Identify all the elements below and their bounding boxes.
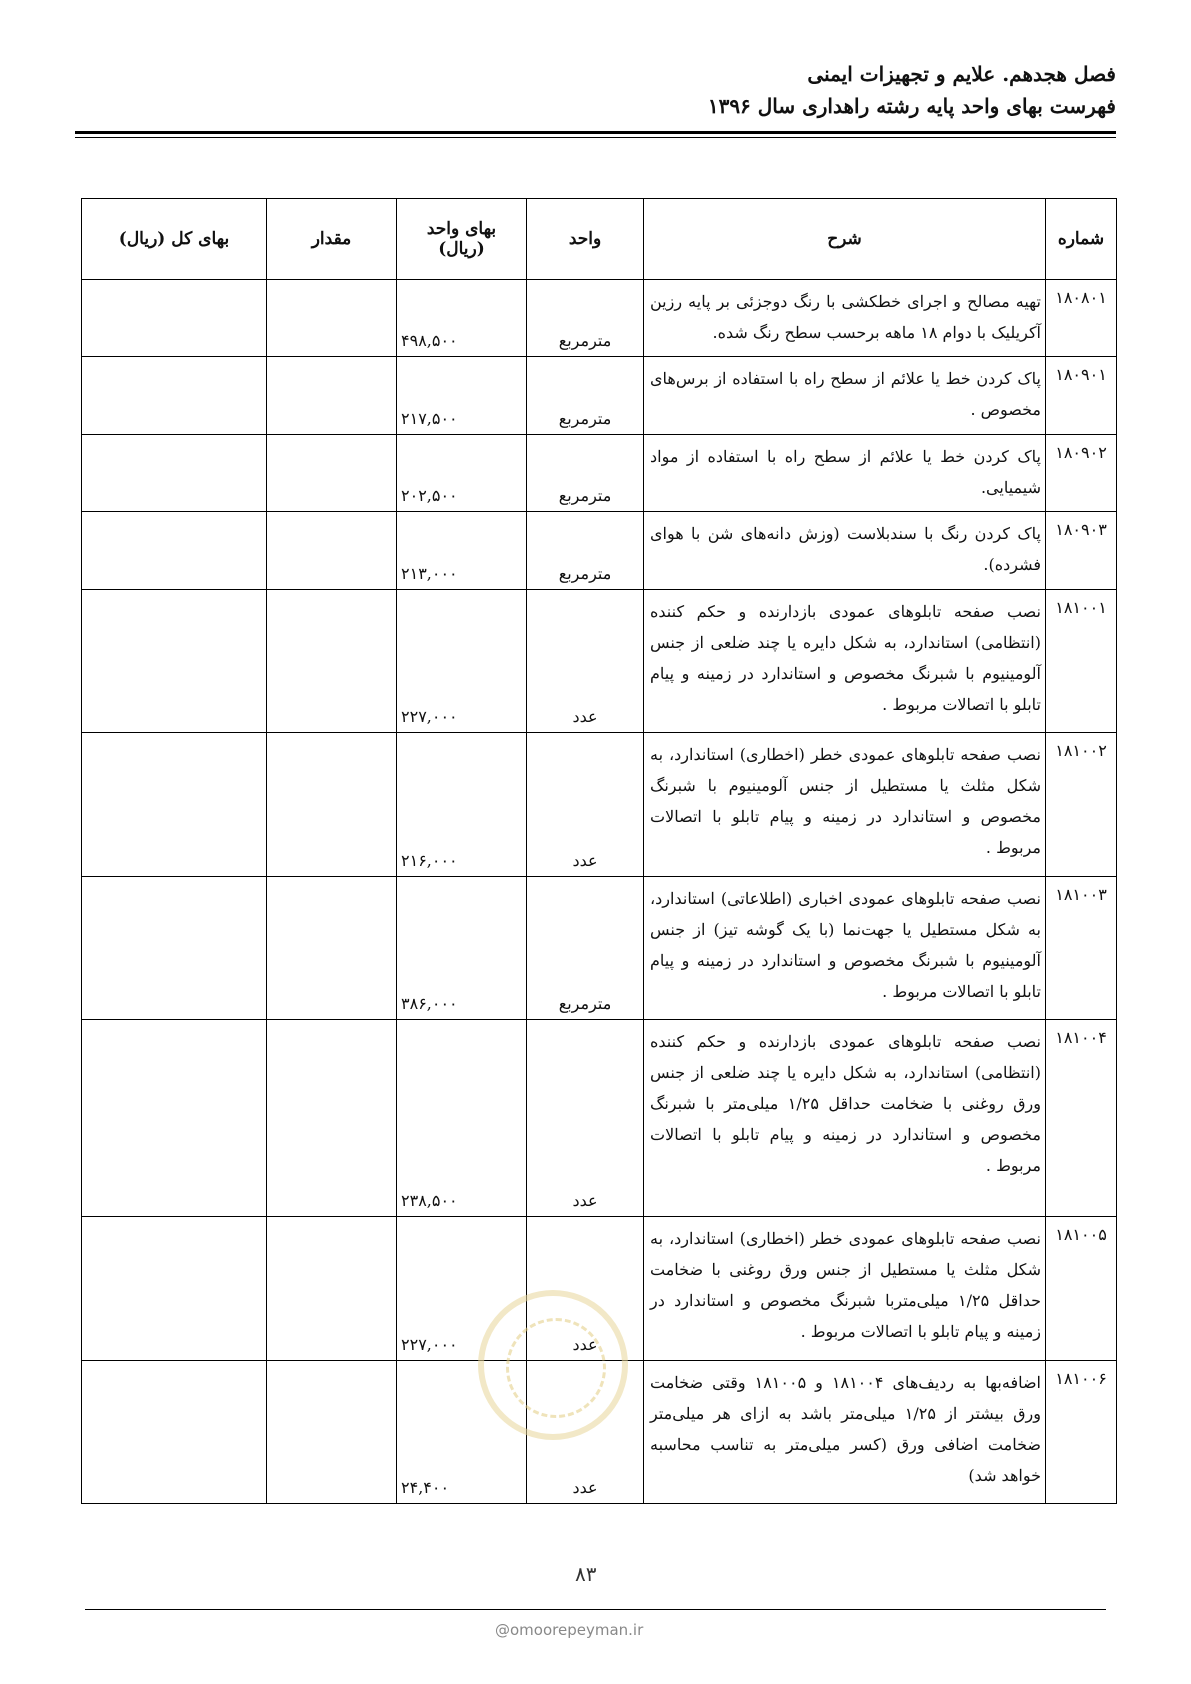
row-total-price xyxy=(82,876,267,1019)
header-rule-thin xyxy=(75,137,1116,138)
row-quantity xyxy=(267,733,397,876)
row-number: ۱۸۰۹۰۲ xyxy=(1046,434,1117,511)
footer-rule xyxy=(85,1609,1106,1610)
row-description: نصب صفحه تابلوهای عمودی خطر (اخطاری) استاندارد، به شکل مثلث یا مستطیل از جنس ورق روغنی با ضخامت حداقل ۱/۲۵ میلی‌متربا شبرنگ مخصوص و استاندارد در زمینه و پیام تابلو با اتصالات مربوط . xyxy=(644,1217,1046,1360)
row-quantity xyxy=(267,512,397,589)
table-row xyxy=(82,876,1117,1019)
row-unit-price: ۲۰۲,۵۰۰ xyxy=(397,434,527,511)
row-description: نصب صفحه تابلوهای عمودی بازدارنده و حکم کننده (انتظامی) استاندارد، به شکل دایره یا چند ضلعی از جنس ورق روغنی با ضخامت حداقل ۱/۲۵ میلی‌متر با شبرنگ مخصوص و استاندارد در زمینه و پیام تابلو با اتصالات مربوط . xyxy=(644,1019,1046,1216)
row-number: ۱۸۱۰۰۴ xyxy=(1046,1019,1117,1216)
row-unit: عدد xyxy=(527,589,644,732)
chapter-title: فصل هجدهم. علایم و تجهیزات ایمنی xyxy=(807,62,1116,86)
table-header-row xyxy=(82,199,1117,280)
row-quantity xyxy=(267,1360,397,1503)
row-number: ۱۸۰۹۰۳ xyxy=(1046,512,1117,589)
row-total-price xyxy=(82,733,267,876)
row-unit: مترمربع xyxy=(527,876,644,1019)
row-total-price xyxy=(82,434,267,511)
row-unit-price: ۲۱۷,۵۰۰ xyxy=(397,357,527,434)
header-rule-thick xyxy=(75,131,1116,134)
row-description: تهیه مصالح و اجرای خطکشی با رنگ دوجزئی بر پایه رزین آکریلیک با دوام ۱۸ ماهه برحسب سطح رنگ شده. xyxy=(644,280,1046,357)
row-number: ۱۸۱۰۰۲ xyxy=(1046,733,1117,876)
col-header-quantity: مقدار xyxy=(267,199,397,280)
document-title: فهرست بهای واحد پایه رشته راهداری سال ۱۳۹۶ xyxy=(707,94,1116,118)
row-unit-price: ۲۳۸,۵۰۰ xyxy=(397,1019,527,1216)
col-header-unit-price-label: بهای واحد xyxy=(426,219,497,239)
row-quantity xyxy=(267,357,397,434)
row-total-price xyxy=(82,512,267,589)
row-unit-price: ۳۸۶,۰۰۰ xyxy=(397,876,527,1019)
row-unit: عدد xyxy=(527,1360,644,1503)
page-header xyxy=(708,58,1116,122)
row-number: ۱۸۱۰۰۶ xyxy=(1046,1360,1117,1503)
row-description: نصب صفحه تابلوهای عمودی بازدارنده و حکم کننده (انتظامی) استاندارد، به شکل دایره یا چند ضلعی از جنس آلومینیوم با شبرنگ مخصوص و استاندارد در زمینه و پیام تابلو با اتصالات مربوط . xyxy=(644,589,1046,732)
row-description: اضافه‌بها به ردیف‌های ۱۸۱۰۰۴ و ۱۸۱۰۰۵ وقتی ضخامت ورق بیشتر از ۱/۲۵ میلی‌متر باشد به ازای هر میلی‌متر ضخامت اضافی ورق (کسر میلی‌متر به تناسب محاسبه خواهد شد) xyxy=(644,1360,1046,1503)
row-total-price xyxy=(82,357,267,434)
row-unit: عدد xyxy=(527,1019,644,1216)
row-number: ۱۸۱۰۰۵ xyxy=(1046,1217,1117,1360)
row-unit-price: ۲۲۷,۰۰۰ xyxy=(397,1217,527,1360)
row-number: ۱۸۱۰۰۳ xyxy=(1046,876,1117,1019)
row-quantity xyxy=(267,280,397,357)
table-row xyxy=(82,589,1117,732)
row-unit-price: ۲۴,۴۰۰ xyxy=(397,1360,527,1503)
row-total-price xyxy=(82,1360,267,1503)
publisher-seal-watermark xyxy=(478,1290,628,1440)
seal-inner-ring xyxy=(506,1318,606,1418)
page-number: ۸۳ xyxy=(575,1562,597,1586)
table-row xyxy=(82,512,1117,589)
row-number: ۱۸۰۸۰۱ xyxy=(1046,280,1117,357)
row-unit-price: ۲۲۷,۰۰۰ xyxy=(397,589,527,732)
row-description: نصب صفحه تابلوهای عمودی خطر (اخطاری) استاندارد، به شکل مثلث یا مستطیل از جنس آلومینیوم با شبرنگ مخصوص و استاندارد در زمینه و پیام تابلو با اتصالات مربوط . xyxy=(644,733,1046,876)
site-watermark: @omoorepeyman.ir xyxy=(495,1621,644,1639)
row-number: ۱۸۰۹۰۱ xyxy=(1046,357,1117,434)
row-quantity xyxy=(267,1217,397,1360)
table-row xyxy=(82,280,1117,357)
row-total-price xyxy=(82,1217,267,1360)
row-unit: مترمربع xyxy=(527,434,644,511)
col-header-unit-price-currency: (ریال) xyxy=(438,239,485,259)
row-unit: عدد xyxy=(527,1217,644,1360)
table-row xyxy=(82,434,1117,511)
row-unit-price: ۲۱۳,۰۰۰ xyxy=(397,512,527,589)
row-unit: مترمربع xyxy=(527,357,644,434)
row-quantity xyxy=(267,1019,397,1216)
row-unit: عدد xyxy=(527,733,644,876)
table-row xyxy=(82,1019,1117,1216)
row-total-price xyxy=(82,280,267,357)
row-unit-price: ۲۱۶,۰۰۰ xyxy=(397,733,527,876)
row-description: پاک کردن خط یا علائم از سطح راه با استفاده از برس‌های مخصوص . xyxy=(644,357,1046,434)
row-quantity xyxy=(267,434,397,511)
table-row xyxy=(82,733,1117,876)
row-quantity xyxy=(267,589,397,732)
col-header-description: شرح xyxy=(644,199,1046,280)
table-row xyxy=(82,357,1117,434)
col-header-total-price: بهای کل (ریال) xyxy=(82,199,267,280)
row-description: پاک کردن رنگ با سندبلاست (وزش دانه‌های شن با هوای فشرده). xyxy=(644,512,1046,589)
col-header-unit: واحد xyxy=(527,199,644,280)
row-unit: مترمربع xyxy=(527,512,644,589)
col-header-number: شماره xyxy=(1046,199,1117,280)
row-unit: مترمربع xyxy=(527,280,644,357)
row-total-price xyxy=(82,1019,267,1216)
row-description: پاک کردن خط یا علائم از سطح راه با استفاده از مواد شیمیایی. xyxy=(644,434,1046,511)
row-description: نصب صفحه تابلوهای عمودی اخباری (اطلاعاتی) استاندارد، به شکل مستطیل یا جهت‌نما (با یک گوشه تیز) از جنس آلومینیوم با شبرنگ مخصوص و استاندارد در زمینه و پیام تابلو با اتصالات مربوط . xyxy=(644,876,1046,1019)
row-number: ۱۸۱۰۰۱ xyxy=(1046,589,1117,732)
col-header-unit-price xyxy=(397,199,527,280)
row-unit-price: ۴۹۸,۵۰۰ xyxy=(397,280,527,357)
row-total-price xyxy=(82,589,267,732)
row-quantity xyxy=(267,876,397,1019)
